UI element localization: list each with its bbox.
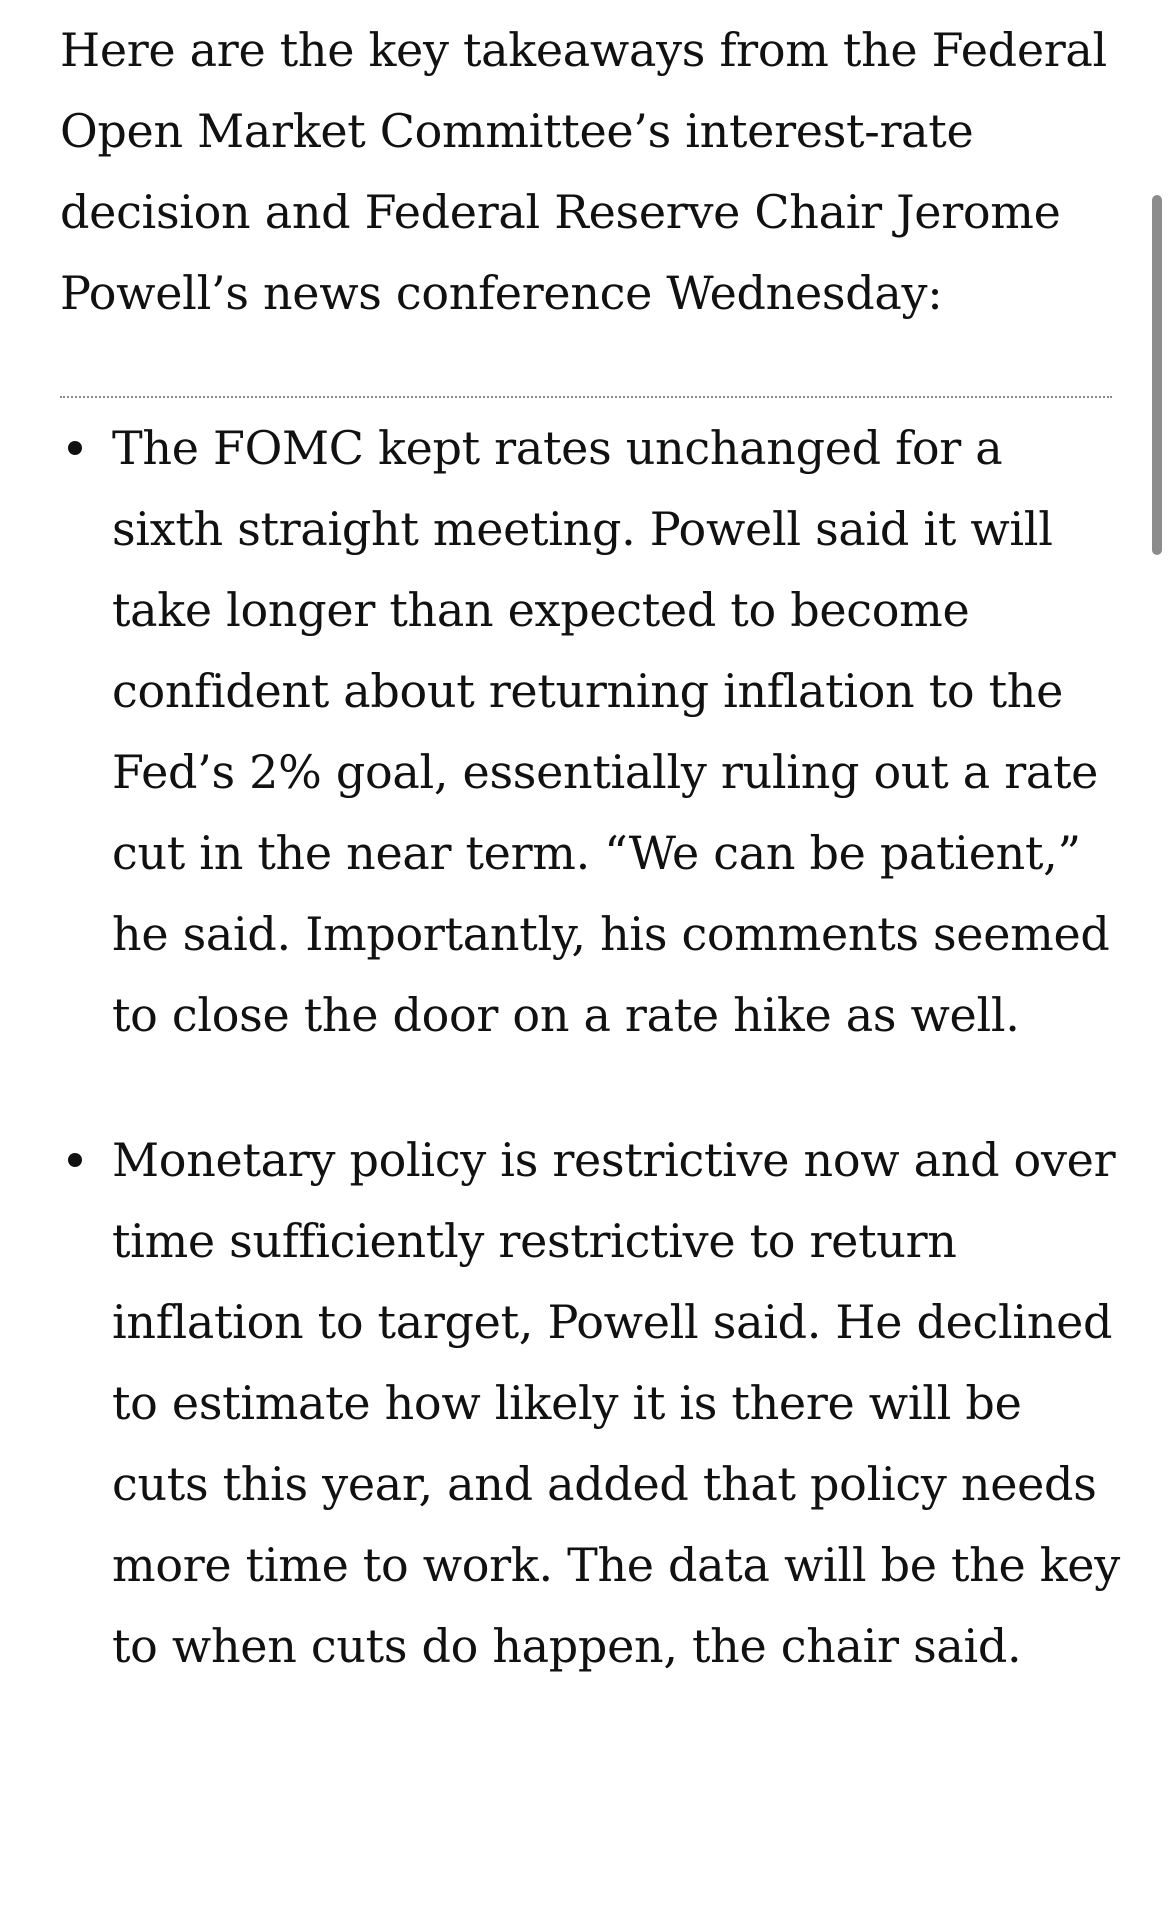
- bullet-text: The FOMC kept rates unchanged for a sixth straight meeting. Powell said it will take longer than expected to become confident about returning inflation to the Fed’s 2% goal, essentially ruling out a rate cut in the near term. “We can be patient,” he said. Importantly, his comments seemed to close the door on a rate hike as well.: [112, 421, 1110, 1042]
- scrollbar-thumb[interactable]: [1152, 195, 1162, 555]
- list-item: [60, 1120, 1120, 1687]
- article-body: [60, 10, 1120, 1751]
- bullet-icon: [68, 1153, 82, 1167]
- bullet-text: Monetary policy is restrictive now and over time sufficiently restrictive to return inflation to target, Powell said. He declined to estimate how likely it is there will be cuts this year, and added that policy needs more time to work. The data will be the key to when cuts do happen, the chair said.: [112, 1133, 1120, 1673]
- takeaways-list: [60, 408, 1120, 1687]
- bullet-icon: [68, 441, 82, 455]
- intro-paragraph: Here are the key takeaways from the Federal Open Market Committee’s interest-rate decision and Federal Reserve Chair Jerome Powell’s news conference Wednesday:: [60, 23, 1107, 320]
- dotted-divider: [60, 396, 1112, 398]
- list-item: [60, 408, 1120, 1056]
